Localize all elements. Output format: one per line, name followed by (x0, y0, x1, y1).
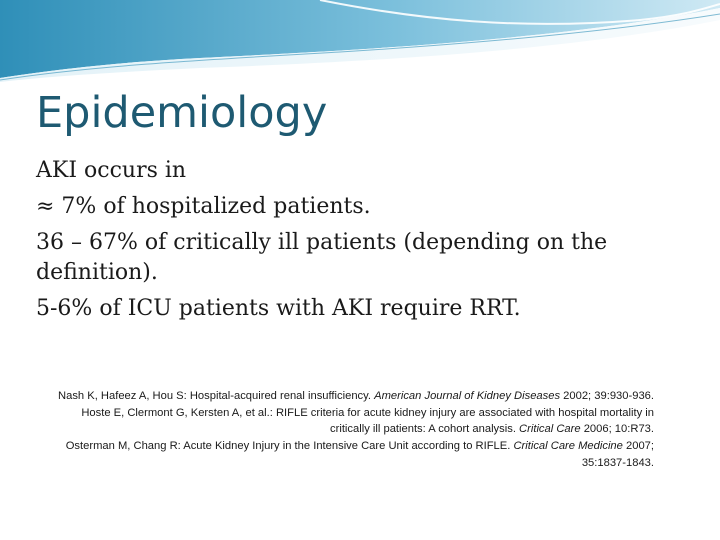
reference-item (40, 438, 654, 471)
reference-item (40, 405, 654, 438)
reference-journal: Critical Care Medicine (513, 440, 623, 453)
bullet-text: AKI occurs in (36, 158, 187, 183)
reference-text: Osterman M, Chang R: Acute Kidney Injury in the Intensive Care Unit according to RIFLE. (65, 440, 514, 453)
reference-citation: 2007; 35:1837-1843. (581, 440, 654, 469)
bullet-text: ≈ 7% of hospitalized patients. (36, 194, 371, 219)
reference-text: Nash K, Hafeez A, Hou S: Hospital-acquired renal insufficiency. (58, 390, 375, 402)
bullet-text: 5-6% of ICU patients with AKI require RRT. (36, 296, 521, 321)
header-wave-decoration (0, 0, 720, 90)
reference-journal: Critical Care (519, 423, 581, 436)
reference-citation: 2002; 39:930-936. (560, 390, 654, 402)
references (40, 388, 654, 472)
bullet-text: 36 – 67% of critically ill patients (depending on the definition). (36, 230, 608, 285)
reference-item (40, 388, 654, 405)
reference-text: Hoste E, Clermont G, Kersten A, et al.: RIFLE criteria for acute kidney injury are associated with hospital mortality in critically ill patients: A cohort analysis. (81, 406, 654, 436)
reference-journal: American Journal of Kidney Diseases (374, 390, 561, 402)
slide-title: Epidemiology (36, 88, 328, 138)
reference-citation: 2006; 10:R73. (580, 423, 654, 436)
slide-body (36, 156, 656, 324)
